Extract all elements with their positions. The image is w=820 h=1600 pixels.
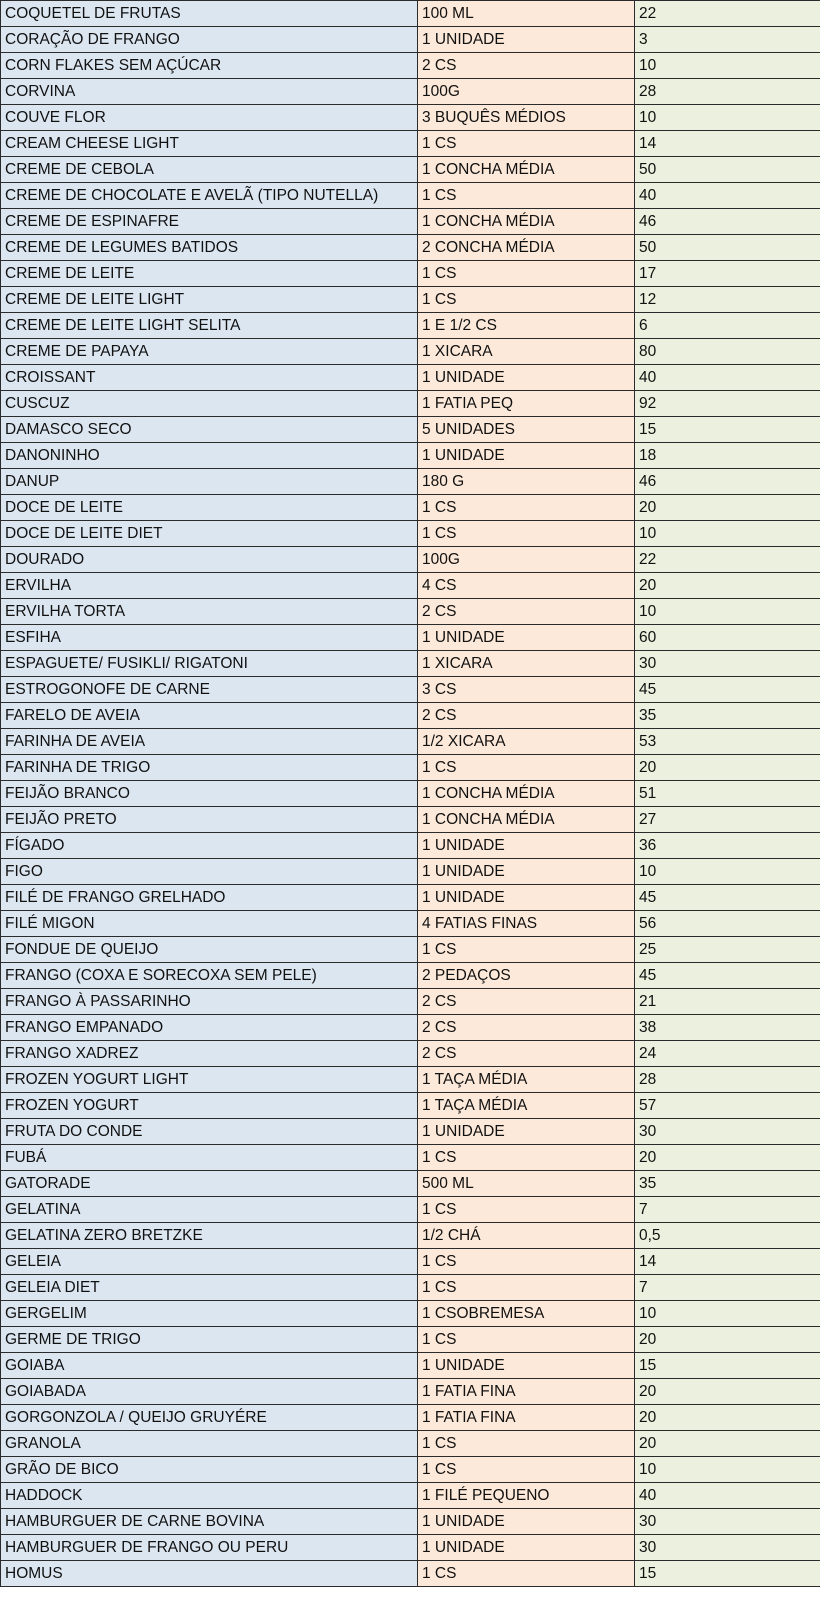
calories-cell[interactable]: 15: [635, 1561, 820, 1587]
calories-cell[interactable]: 14: [635, 1249, 820, 1275]
table-row: [1, 755, 820, 781]
portion-cell[interactable]: 1 CS: [418, 287, 635, 313]
calories-cell[interactable]: 20: [635, 1431, 820, 1457]
portion-cell[interactable]: 1 CS: [418, 1249, 635, 1275]
portion-cell[interactable]: 1 UNIDADE: [418, 1353, 635, 1379]
calories-cell[interactable]: 35: [635, 1171, 820, 1197]
calories-cell[interactable]: 45: [635, 885, 820, 911]
calories-cell[interactable]: 3: [635, 27, 820, 53]
portion-cell[interactable]: 100 ML: [418, 1, 635, 27]
portion-cell[interactable]: 1 CS: [418, 495, 635, 521]
table-row: [1, 261, 820, 287]
food-cell[interactable]: CREAM CHEESE LIGHT: [1, 131, 418, 157]
calories-cell[interactable]: 45: [635, 677, 820, 703]
food-cell[interactable]: FROZEN YOGURT LIGHT: [1, 1067, 418, 1093]
table-row: [1, 183, 820, 209]
portion-cell[interactable]: 1 FILÉ PEQUENO: [418, 1483, 635, 1509]
food-cell[interactable]: CORVINA: [1, 79, 418, 105]
calories-cell[interactable]: 21: [635, 989, 820, 1015]
calories-cell[interactable]: 20: [635, 1145, 820, 1171]
portion-cell[interactable]: 1 UNIDADE: [418, 859, 635, 885]
calories-cell[interactable]: 25: [635, 937, 820, 963]
food-cell[interactable]: GRÃO DE BICO: [1, 1457, 418, 1483]
portion-cell[interactable]: 1 CS: [418, 131, 635, 157]
portion-cell[interactable]: 4 FATIAS FINAS: [418, 911, 635, 937]
calories-cell[interactable]: 30: [635, 1119, 820, 1145]
portion-cell[interactable]: 1 UNIDADE: [418, 27, 635, 53]
calories-cell[interactable]: 40: [635, 365, 820, 391]
food-cell[interactable]: DANONINHO: [1, 443, 418, 469]
portion-cell[interactable]: 1 UNIDADE: [418, 885, 635, 911]
calories-cell[interactable]: 17: [635, 261, 820, 287]
food-cell[interactable]: HOMUS: [1, 1561, 418, 1587]
table-row: [1, 963, 820, 989]
portion-cell[interactable]: 2 CS: [418, 989, 635, 1015]
calories-cell[interactable]: 10: [635, 1457, 820, 1483]
food-cell[interactable]: ESPAGUETE/ FUSIKLI/ RIGATONI: [1, 651, 418, 677]
food-cell[interactable]: CREME DE LEITE LIGHT SELITA: [1, 313, 418, 339]
food-cell[interactable]: FÍGADO: [1, 833, 418, 859]
table-row: [1, 443, 820, 469]
calories-cell[interactable]: 50: [635, 235, 820, 261]
food-cell[interactable]: COQUETEL DE FRUTAS: [1, 1, 418, 27]
portion-cell[interactable]: 100G: [418, 547, 635, 573]
table-row: [1, 287, 820, 313]
table-row: [1, 1171, 820, 1197]
table-row: [1, 1483, 820, 1509]
table-row: [1, 911, 820, 937]
portion-cell[interactable]: 1/2 XICARA: [418, 729, 635, 755]
portion-cell[interactable]: 1 CS: [418, 1457, 635, 1483]
table-row: [1, 833, 820, 859]
table-row: [1, 1301, 820, 1327]
calories-cell[interactable]: 38: [635, 1015, 820, 1041]
calories-cell[interactable]: 57: [635, 1093, 820, 1119]
calories-cell[interactable]: 22: [635, 1, 820, 27]
portion-cell[interactable]: 2 CONCHA MÉDIA: [418, 235, 635, 261]
portion-cell[interactable]: 4 CS: [418, 573, 635, 599]
portion-cell[interactable]: 5 UNIDADES: [418, 417, 635, 443]
portion-cell[interactable]: 1 CS: [418, 1275, 635, 1301]
food-cell[interactable]: GORGONZOLA / QUEIJO GRUYÉRE: [1, 1405, 418, 1431]
table-row: [1, 1249, 820, 1275]
portion-cell[interactable]: 1 CS: [418, 1431, 635, 1457]
calories-cell[interactable]: 15: [635, 417, 820, 443]
calories-cell[interactable]: 60: [635, 625, 820, 651]
portion-cell[interactable]: 2 CS: [418, 53, 635, 79]
portion-cell[interactable]: 1 CSOBREMESA: [418, 1301, 635, 1327]
table-row: [1, 807, 820, 833]
food-cell[interactable]: HAMBURGUER DE CARNE BOVINA: [1, 1509, 418, 1535]
table-row: [1, 1535, 820, 1561]
food-cell[interactable]: FONDUE DE QUEIJO: [1, 937, 418, 963]
table-row: [1, 105, 820, 131]
calories-cell[interactable]: 51: [635, 781, 820, 807]
portion-cell[interactable]: 1 FATIA FINA: [418, 1379, 635, 1405]
calories-cell[interactable]: 20: [635, 1405, 820, 1431]
food-cell[interactable]: FILÉ DE FRANGO GRELHADO: [1, 885, 418, 911]
calories-cell[interactable]: 7: [635, 1275, 820, 1301]
table-row: [1, 53, 820, 79]
food-cell[interactable]: HADDOCK: [1, 1483, 418, 1509]
portion-cell[interactable]: 1 CS: [418, 521, 635, 547]
food-cell[interactable]: FEIJÃO PRETO: [1, 807, 418, 833]
table-row: [1, 859, 820, 885]
food-cell[interactable]: CREME DE CHOCOLATE E AVELÃ (TIPO NUTELLA): [1, 183, 418, 209]
portion-cell[interactable]: 1 UNIDADE: [418, 1535, 635, 1561]
food-cell[interactable]: FUBÁ: [1, 1145, 418, 1171]
calories-cell[interactable]: 27: [635, 807, 820, 833]
food-cell[interactable]: COUVE FLOR: [1, 105, 418, 131]
calories-cell[interactable]: 20: [635, 1327, 820, 1353]
calories-cell[interactable]: 35: [635, 703, 820, 729]
calories-cell[interactable]: 14: [635, 131, 820, 157]
portion-cell[interactable]: 1 UNIDADE: [418, 1509, 635, 1535]
calories-cell[interactable]: 46: [635, 209, 820, 235]
portion-cell[interactable]: 1 XICARA: [418, 339, 635, 365]
food-cell[interactable]: FEIJÃO BRANCO: [1, 781, 418, 807]
portion-cell[interactable]: 1 TAÇA MÉDIA: [418, 1093, 635, 1119]
calories-cell[interactable]: 28: [635, 79, 820, 105]
table-row: [1, 1067, 820, 1093]
calories-cell[interactable]: 6: [635, 313, 820, 339]
calories-cell[interactable]: 80: [635, 339, 820, 365]
table-row: [1, 417, 820, 443]
calories-cell[interactable]: 7: [635, 1197, 820, 1223]
food-cell[interactable]: FILÉ MIGON: [1, 911, 418, 937]
food-cell[interactable]: ERVILHA: [1, 573, 418, 599]
food-cell[interactable]: FROZEN YOGURT: [1, 1093, 418, 1119]
food-cell[interactable]: CREME DE ESPINAFRE: [1, 209, 418, 235]
table-body: [1, 1, 820, 1587]
table-row: [1, 1041, 820, 1067]
food-cell[interactable]: GELEIA DIET: [1, 1275, 418, 1301]
calories-cell[interactable]: 28: [635, 1067, 820, 1093]
food-cell[interactable]: GOIABA: [1, 1353, 418, 1379]
food-cell[interactable]: GRANOLA: [1, 1431, 418, 1457]
calories-cell[interactable]: 40: [635, 1483, 820, 1509]
food-cell[interactable]: DOCE DE LEITE DIET: [1, 521, 418, 547]
calories-cell[interactable]: 40: [635, 183, 820, 209]
table-row: [1, 885, 820, 911]
portion-cell[interactable]: 3 CS: [418, 677, 635, 703]
food-cell[interactable]: FARELO DE AVEIA: [1, 703, 418, 729]
food-cell[interactable]: CREME DE LEGUMES BATIDOS: [1, 235, 418, 261]
table-row: [1, 937, 820, 963]
food-cell[interactable]: ESFIHA: [1, 625, 418, 651]
table-row: [1, 157, 820, 183]
food-cell[interactable]: DOCE DE LEITE: [1, 495, 418, 521]
table-row: [1, 209, 820, 235]
portion-cell[interactable]: 1 CS: [418, 1145, 635, 1171]
portion-cell[interactable]: 1 CS: [418, 261, 635, 287]
table-row: [1, 1223, 820, 1249]
portion-cell[interactable]: 1 CONCHA MÉDIA: [418, 807, 635, 833]
table-row: [1, 1561, 820, 1587]
calories-cell[interactable]: 46: [635, 469, 820, 495]
portion-cell[interactable]: 1 XICARA: [418, 651, 635, 677]
table-row: [1, 625, 820, 651]
portion-cell[interactable]: 1 UNIDADE: [418, 443, 635, 469]
table-row: [1, 27, 820, 53]
table-row: [1, 365, 820, 391]
table-row: [1, 313, 820, 339]
calories-cell[interactable]: 10: [635, 53, 820, 79]
portion-cell[interactable]: 3 BUQUÊS MÉDIOS: [418, 105, 635, 131]
calories-cell[interactable]: 10: [635, 105, 820, 131]
portion-cell[interactable]: 2 CS: [418, 1015, 635, 1041]
table-row: [1, 1353, 820, 1379]
table-row: [1, 235, 820, 261]
table-row: [1, 1457, 820, 1483]
portion-cell[interactable]: 1 UNIDADE: [418, 625, 635, 651]
portion-cell[interactable]: 2 CS: [418, 599, 635, 625]
table-row: [1, 1145, 820, 1171]
table-row: [1, 469, 820, 495]
portion-cell[interactable]: 1 CS: [418, 183, 635, 209]
portion-cell[interactable]: 1 E 1/2 CS: [418, 313, 635, 339]
food-cell[interactable]: FARINHA DE AVEIA: [1, 729, 418, 755]
calories-cell[interactable]: 45: [635, 963, 820, 989]
food-cell[interactable]: GELATINA: [1, 1197, 418, 1223]
food-cell[interactable]: FRANGO À PASSARINHO: [1, 989, 418, 1015]
calories-cell[interactable]: 18: [635, 443, 820, 469]
portion-cell[interactable]: 1 CS: [418, 755, 635, 781]
portion-cell[interactable]: 100G: [418, 79, 635, 105]
table-row: [1, 79, 820, 105]
food-cell[interactable]: CREME DE LEITE LIGHT: [1, 287, 418, 313]
food-cell[interactable]: DAMASCO SECO: [1, 417, 418, 443]
food-cell[interactable]: FIGO: [1, 859, 418, 885]
portion-cell[interactable]: 180 G: [418, 469, 635, 495]
table-row: [1, 131, 820, 157]
calories-cell[interactable]: 24: [635, 1041, 820, 1067]
table-row: [1, 1327, 820, 1353]
food-cell[interactable]: FRANGO (COXA E SORECOXA SEM PELE): [1, 963, 418, 989]
calories-cell[interactable]: 50: [635, 157, 820, 183]
portion-cell[interactable]: 1/2 CHÁ: [418, 1223, 635, 1249]
calories-cell[interactable]: 10: [635, 599, 820, 625]
portion-cell[interactable]: 1 UNIDADE: [418, 1119, 635, 1145]
portion-cell[interactable]: 1 UNIDADE: [418, 833, 635, 859]
calories-cell[interactable]: 10: [635, 859, 820, 885]
portion-cell[interactable]: 1 CS: [418, 1327, 635, 1353]
portion-cell[interactable]: 1 TAÇA MÉDIA: [418, 1067, 635, 1093]
calories-cell[interactable]: 20: [635, 495, 820, 521]
food-cell[interactable]: CORN FLAKES SEM AÇÚCAR: [1, 53, 418, 79]
portion-cell[interactable]: 1 FATIA PEQ: [418, 391, 635, 417]
food-cell[interactable]: DOURADO: [1, 547, 418, 573]
calories-cell[interactable]: 15: [635, 1353, 820, 1379]
food-cell[interactable]: FRUTA DO CONDE: [1, 1119, 418, 1145]
calories-cell[interactable]: 92: [635, 391, 820, 417]
portion-cell[interactable]: 1 CS: [418, 1197, 635, 1223]
portion-cell[interactable]: 1 CONCHA MÉDIA: [418, 209, 635, 235]
calories-cell[interactable]: 22: [635, 547, 820, 573]
portion-cell[interactable]: 1 CONCHA MÉDIA: [418, 157, 635, 183]
calories-cell[interactable]: 12: [635, 287, 820, 313]
calories-cell[interactable]: 53: [635, 729, 820, 755]
portion-cell[interactable]: 2 CS: [418, 703, 635, 729]
table-row: [1, 989, 820, 1015]
table-row: [1, 1431, 820, 1457]
table-row: [1, 495, 820, 521]
table-row: [1, 599, 820, 625]
calories-cell[interactable]: 30: [635, 651, 820, 677]
table-row: [1, 339, 820, 365]
food-cell[interactable]: CUSCUZ: [1, 391, 418, 417]
portion-cell[interactable]: 1 CONCHA MÉDIA: [418, 781, 635, 807]
portion-cell[interactable]: 2 PEDAÇOS: [418, 963, 635, 989]
food-cell[interactable]: CORAÇÃO DE FRANGO: [1, 27, 418, 53]
calories-cell[interactable]: 36: [635, 833, 820, 859]
table-row: [1, 521, 820, 547]
table-row: [1, 1093, 820, 1119]
food-cell[interactable]: CREME DE CEBOLA: [1, 157, 418, 183]
table-row: [1, 1275, 820, 1301]
portion-cell[interactable]: 2 CS: [418, 1041, 635, 1067]
food-cell[interactable]: CROISSANT: [1, 365, 418, 391]
table-row: [1, 547, 820, 573]
table-row: [1, 781, 820, 807]
food-cell[interactable]: GOIABADA: [1, 1379, 418, 1405]
food-cell[interactable]: DANUP: [1, 469, 418, 495]
portion-cell[interactable]: 1 UNIDADE: [418, 365, 635, 391]
calories-cell[interactable]: 0,5: [635, 1223, 820, 1249]
table-row: [1, 391, 820, 417]
calories-cell[interactable]: 56: [635, 911, 820, 937]
food-cell[interactable]: CREME DE LEITE: [1, 261, 418, 287]
calories-cell[interactable]: 20: [635, 1379, 820, 1405]
food-cell[interactable]: FRANGO EMPANADO: [1, 1015, 418, 1041]
calories-cell[interactable]: 20: [635, 755, 820, 781]
table-row: [1, 703, 820, 729]
table-row: [1, 573, 820, 599]
table-row: [1, 1015, 820, 1041]
portion-cell[interactable]: 1 CS: [418, 1561, 635, 1587]
calories-cell[interactable]: 10: [635, 521, 820, 547]
food-cell[interactable]: ESTROGONOFE DE CARNE: [1, 677, 418, 703]
food-cell[interactable]: GERME DE TRIGO: [1, 1327, 418, 1353]
food-cell[interactable]: GATORADE: [1, 1171, 418, 1197]
table-row: [1, 1379, 820, 1405]
food-cell[interactable]: FARINHA DE TRIGO: [1, 755, 418, 781]
food-cell[interactable]: FRANGO XADREZ: [1, 1041, 418, 1067]
calories-cell[interactable]: 30: [635, 1509, 820, 1535]
food-cell[interactable]: GERGELIM: [1, 1301, 418, 1327]
table-row: [1, 1119, 820, 1145]
portion-cell[interactable]: 500 ML: [418, 1171, 635, 1197]
table-row: [1, 1197, 820, 1223]
table-row: [1, 677, 820, 703]
table-row: [1, 1509, 820, 1535]
food-cell[interactable]: GELATINA ZERO BRETZKE: [1, 1223, 418, 1249]
table-row: [1, 1, 820, 27]
calories-cell[interactable]: 10: [635, 1301, 820, 1327]
table-row: [1, 729, 820, 755]
food-cell[interactable]: HAMBURGUER DE FRANGO OU PERU: [1, 1535, 418, 1561]
table-row: [1, 1405, 820, 1431]
calories-cell[interactable]: 20: [635, 573, 820, 599]
table-row: [1, 651, 820, 677]
portion-cell[interactable]: 1 CS: [418, 937, 635, 963]
food-cell[interactable]: CREME DE PAPAYA: [1, 339, 418, 365]
food-cell[interactable]: ERVILHA TORTA: [1, 599, 418, 625]
calories-cell[interactable]: 30: [635, 1535, 820, 1561]
portion-cell[interactable]: 1 FATIA FINA: [418, 1405, 635, 1431]
food-cell[interactable]: GELEIA: [1, 1249, 418, 1275]
